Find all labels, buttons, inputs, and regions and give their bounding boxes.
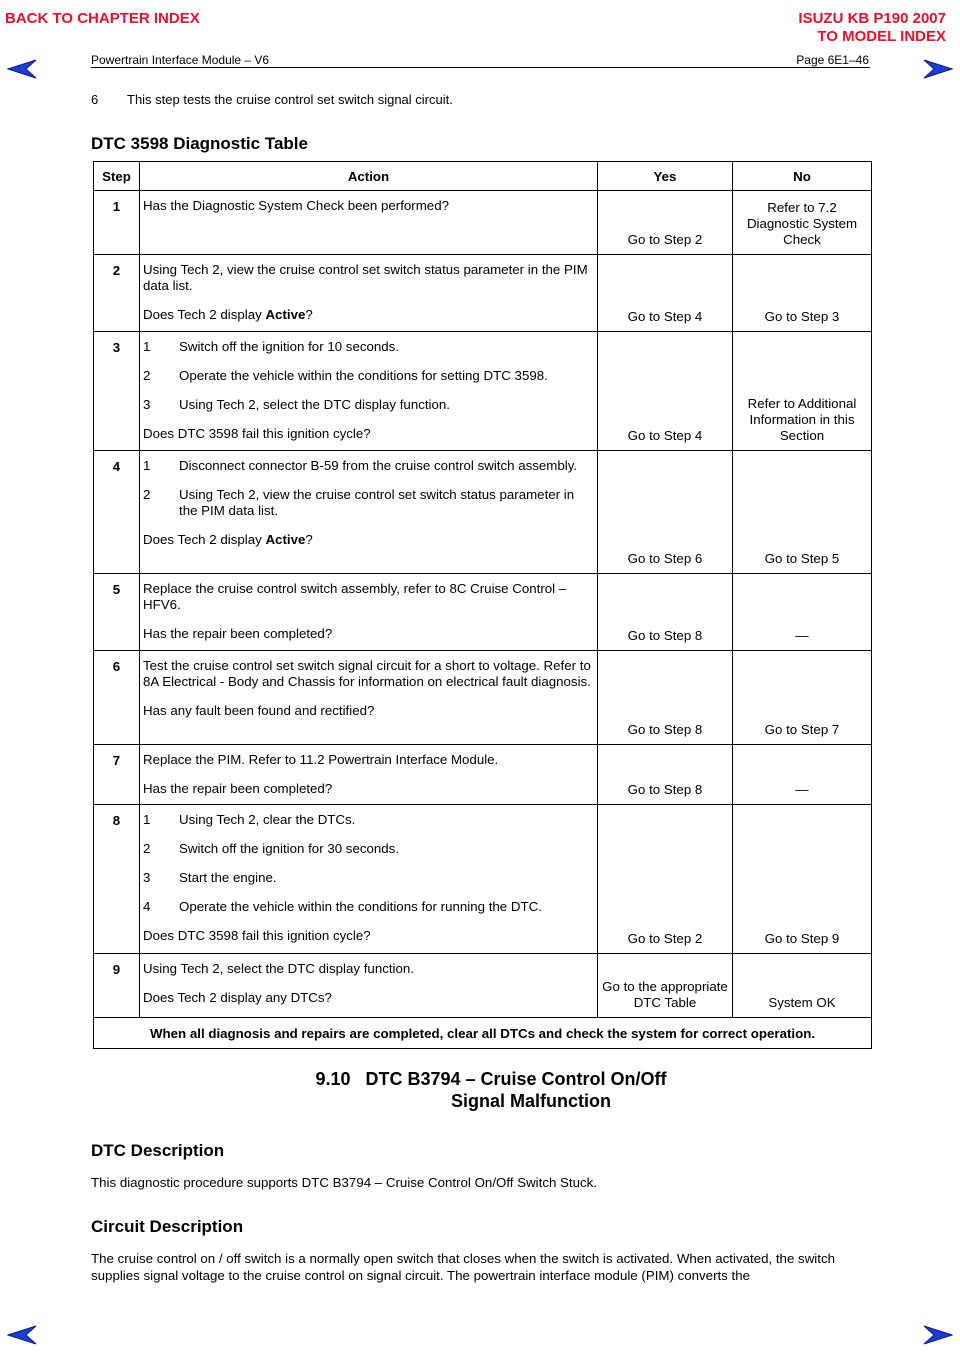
header-yes: Yes: [598, 162, 733, 191]
step-action: [140, 954, 598, 1018]
no-result: Go to Step 3: [733, 255, 872, 332]
no-result: Go to Step 5: [733, 451, 872, 574]
running-header-left: Powertrain Interface Module – V6: [91, 53, 270, 67]
dtc-diagnostic-table: [93, 161, 872, 1049]
action-text: Does DTC 3598 fail this ignition cycle?: [143, 426, 371, 441]
yes-result: Go to the appropriate DTC Table: [598, 954, 733, 1018]
table-row: [94, 574, 872, 651]
action-text: Has any fault been found and rectified?: [143, 703, 375, 718]
step-number: 4: [94, 451, 140, 574]
step-number: 9: [94, 954, 140, 1018]
step-action: [140, 451, 598, 574]
step-action: [140, 191, 598, 255]
dtc-description-heading: DTC Description: [91, 1141, 225, 1160]
action-question: Does Tech 2 display Active?: [143, 532, 313, 547]
action-list-text: Using Tech 2, clear the DTCs.: [179, 812, 356, 827]
table-row: [94, 745, 872, 805]
table-row: [94, 805, 872, 954]
action-text: Replace the PIM. Refer to 11.2 Powertrain Interface Module.: [143, 752, 499, 767]
action-question: Does Tech 2 display Active?: [143, 307, 313, 322]
header-rule: [91, 67, 870, 68]
action-list-text: Start the engine.: [179, 870, 277, 885]
previous-page-arrow-bottom-icon[interactable]: [6, 1324, 38, 1346]
action-list-item: [143, 458, 595, 474]
step-number: 8: [94, 805, 140, 954]
yes-result: Go to Step 6: [598, 451, 733, 574]
step-number: 3: [94, 332, 140, 451]
model-title: ISUZU KB P190 2007: [798, 10, 946, 27]
yes-result: Go to Step 2: [598, 191, 733, 255]
action-text: Using Tech 2, select the DTC display function.: [143, 961, 414, 976]
table-footer-note: When all diagnosis and repairs are completed, clear all DTCs and check the system for correct operation.: [94, 1018, 872, 1049]
table-row: [94, 255, 872, 332]
yes-result: Go to Step 8: [598, 574, 733, 651]
no-result: Go to Step 9: [733, 805, 872, 954]
table-footer-row: [94, 1018, 872, 1049]
next-page-arrow-icon[interactable]: [922, 58, 954, 80]
emphasis-value: Active: [265, 307, 306, 322]
yes-result: Go to Step 4: [598, 332, 733, 451]
yes-result: Go to Step 8: [598, 651, 733, 745]
action-text: Has the repair been completed?: [143, 781, 333, 796]
back-to-chapter-index-link[interactable]: BACK TO CHAPTER INDEX: [5, 10, 200, 27]
action-list-item: [143, 368, 595, 384]
action-list-text: Switch off the ignition for 30 seconds.: [179, 841, 400, 856]
action-text: Using Tech 2, view the cruise control set switch status parameter in the PIM data list.: [143, 262, 588, 293]
action-list-number: 2: [143, 487, 151, 502]
action-list-item: [143, 899, 595, 915]
step-action: [140, 332, 598, 451]
action-list-item: [143, 487, 595, 519]
action-list-number: 2: [143, 368, 151, 383]
action-text: Has the repair been completed?: [143, 626, 333, 641]
dtc-description-text: This diagnostic procedure supports DTC B3794 – Cruise Control On/Off Switch Stuck.: [91, 1175, 598, 1190]
action-text: Replace the cruise control switch assembly, refer to 8C Cruise Control – HFV6.: [143, 581, 567, 612]
step-action: [140, 574, 598, 651]
section-title-line2: Signal Malfunction: [451, 1091, 611, 1111]
action-list-number: 3: [143, 870, 151, 885]
circuit-description-heading: Circuit Description: [91, 1217, 244, 1236]
next-page-arrow-bottom-icon[interactable]: [922, 1324, 954, 1346]
intro-step: [91, 92, 453, 107]
action-list-number: 1: [143, 458, 151, 473]
action-list-item: [143, 812, 595, 828]
yes-result: Go to Step 8: [598, 745, 733, 805]
action-text: Does Tech 2 display any DTCs?: [143, 990, 332, 1005]
section-title-line1: 9.10 DTC B3794 – Cruise Control On/Off: [315, 1069, 667, 1089]
action-text: Has the Diagnostic System Check been performed?: [143, 198, 449, 213]
previous-page-arrow-icon[interactable]: [6, 58, 38, 80]
yes-result: Go to Step 4: [598, 255, 733, 332]
action-text: Does DTC 3598 fail this ignition cycle?: [143, 928, 371, 943]
step-action: [140, 255, 598, 332]
section-title: [0, 1068, 960, 1112]
action-list-text: Operate the vehicle within the conditions for running the DTC.: [179, 899, 542, 914]
action-list-text: Operate the vehicle within the conditions for setting DTC 3598.: [179, 368, 548, 383]
emphasis-value: Active: [265, 532, 306, 547]
step-number: 5: [94, 574, 140, 651]
action-list-item: [143, 397, 595, 413]
action-list-item: [143, 841, 595, 857]
action-list-number: 2: [143, 841, 151, 856]
step-number: 6: [94, 651, 140, 745]
action-list-item: [143, 339, 595, 355]
action-list-text: Using Tech 2, select the DTC display function.: [179, 397, 450, 412]
step-action: [140, 651, 598, 745]
action-list-text: Disconnect connector B-59 from the cruise control switch assembly.: [179, 458, 578, 473]
header-no: No: [733, 162, 872, 191]
action-list-text: Switch off the ignition for 10 seconds.: [179, 339, 400, 354]
action-list-text: Using Tech 2, view the cruise control set switch status parameter in the PIM data list.: [179, 487, 575, 518]
yes-result: Go to Step 2: [598, 805, 733, 954]
action-list-number: 4: [143, 899, 151, 914]
step-number: 2: [94, 255, 140, 332]
table-row: [94, 332, 872, 451]
table-title: DTC 3598 Diagnostic Table: [91, 134, 308, 153]
table-row: [94, 954, 872, 1018]
circuit-description-text: The cruise control on / off switch is a normally open switch that closes when the switch is activated. When activated, the switch supplies signal voltage to the cruise control on signal circuit. The powertrain interface module (PIM) converts the: [91, 1251, 835, 1283]
step-action: [140, 805, 598, 954]
table-row: [94, 451, 872, 574]
table-header-row: [94, 162, 872, 191]
step-number: 1: [94, 191, 140, 255]
no-result: Go to Step 7: [733, 651, 872, 745]
to-model-index-label: TO MODEL INDEX: [817, 28, 946, 45]
table-row: [94, 651, 872, 745]
no-result: Refer to Additional Information in this Section: [733, 332, 872, 451]
step-action: [140, 745, 598, 805]
action-list-number: 1: [143, 812, 151, 827]
model-index-link[interactable]: [798, 10, 946, 46]
no-result: System OK: [733, 954, 872, 1018]
no-result: —: [733, 745, 872, 805]
table-row: [94, 191, 872, 255]
step-number: 7: [94, 745, 140, 805]
action-list-number: 3: [143, 397, 151, 412]
intro-step-text: This step tests the cruise control set switch signal circuit.: [127, 92, 453, 107]
action-list-item: [143, 870, 595, 886]
action-list-number: 1: [143, 339, 151, 354]
no-result: —: [733, 574, 872, 651]
action-text: Test the cruise control set switch signal circuit for a short to voltage. Refer to 8A Electrical - Body and Chassis for information on electrical fault diagnosis.: [143, 658, 591, 689]
running-header-page: Page 6E1–46: [796, 53, 869, 67]
intro-step-number: 6: [91, 92, 99, 107]
no-result: Refer to 7.2 Diagnostic System Check: [733, 191, 872, 255]
header-step: Step: [94, 162, 140, 191]
header-action: Action: [140, 162, 598, 191]
